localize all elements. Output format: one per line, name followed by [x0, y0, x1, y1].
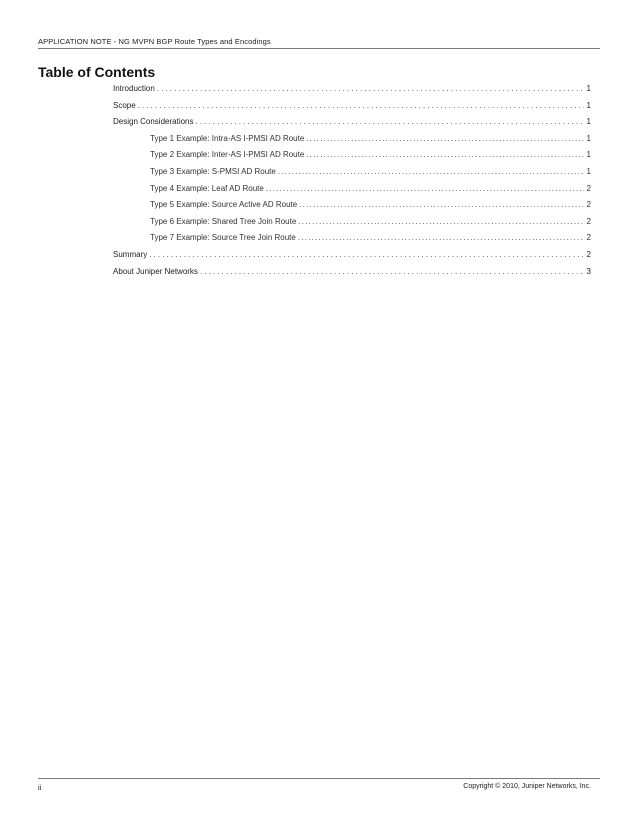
- toc-dot-leader: [298, 233, 584, 242]
- toc-page-number: 1: [586, 100, 591, 110]
- toc-dot-leader: [266, 184, 584, 193]
- toc-entry-scope[interactable]: [113, 101, 591, 118]
- toc-page-number: 1: [586, 150, 591, 160]
- toc-dot-leader: [149, 250, 583, 259]
- toc-page-number: 1: [586, 117, 591, 127]
- toc-page-number: 1: [586, 133, 591, 143]
- toc-entry-label: Type 2 Example: Inter-AS I-PMSI AD Route: [150, 150, 305, 160]
- toc-dot-leader: [196, 117, 584, 126]
- toc-page-number: 2: [586, 200, 591, 210]
- toc-entry-label: Type 6 Example: Shared Tree Join Route: [150, 216, 297, 226]
- toc-entry-about-juniper[interactable]: [113, 267, 591, 284]
- toc-entry-type-6[interactable]: [113, 217, 591, 234]
- toc-entry-type-4[interactable]: [113, 184, 591, 201]
- toc-entry-label: Type 5 Example: Source Active AD Route: [150, 200, 298, 210]
- toc-dot-leader: [138, 101, 584, 110]
- toc-entry-type-3[interactable]: [113, 167, 591, 184]
- toc-page-number: 2: [586, 183, 591, 193]
- toc-entry-type-7[interactable]: [113, 233, 591, 250]
- toc-entry-type-5[interactable]: [113, 200, 591, 217]
- toc-page-number: 1: [586, 166, 591, 176]
- toc-page-number: 2: [586, 233, 591, 243]
- header-divider: [38, 48, 600, 49]
- toc-entry-label: Summary: [113, 249, 148, 259]
- toc-entry-label: Type 3 Example: S-PMSI AD Route: [150, 166, 276, 176]
- toc-dot-leader: [306, 134, 583, 143]
- toc-entry-label: Type 1 Example: Intra-AS I-PMSI AD Route: [150, 133, 305, 143]
- toc-entry-type-2[interactable]: [113, 150, 591, 167]
- toc-entry-label: About Juniper Networks: [113, 266, 198, 276]
- toc-entry-label: Introduction: [113, 84, 155, 93]
- footer-page-number: ii: [38, 783, 42, 792]
- toc-entry-label: Design Considerations: [113, 117, 194, 127]
- toc-page-number: 2: [586, 216, 591, 226]
- toc-dot-leader: [299, 200, 583, 209]
- toc-dot-leader: [298, 217, 583, 226]
- toc-entry-label: Type 4 Example: Leaf AD Route: [150, 183, 264, 193]
- toc-entry-label: Scope: [113, 100, 136, 110]
- toc-entry-label: Type 7 Example: Source Tree Join Route: [150, 233, 296, 243]
- footer-divider: [38, 778, 600, 779]
- toc-entry-introduction[interactable]: [113, 84, 591, 101]
- toc-dot-leader: [306, 150, 583, 159]
- toc-dot-leader: [157, 84, 584, 93]
- toc-page-number: 2: [586, 249, 591, 259]
- toc-dot-leader: [278, 167, 584, 176]
- running-header: APPLICATION NOTE - NG MVPN BGP Route Types and Encodings: [38, 37, 271, 46]
- toc-dot-leader: [200, 267, 584, 276]
- table-of-contents: [113, 84, 591, 283]
- footer-copyright: Copyright © 2010, Juniper Networks, Inc.: [463, 783, 591, 790]
- toc-heading: Table of Contents: [38, 64, 156, 80]
- toc-entry-summary[interactable]: [113, 250, 591, 267]
- toc-page-number: 1: [586, 84, 591, 93]
- toc-page-number: 3: [586, 266, 591, 276]
- toc-entry-type-1[interactable]: [113, 134, 591, 151]
- toc-entry-design-considerations[interactable]: [113, 117, 591, 134]
